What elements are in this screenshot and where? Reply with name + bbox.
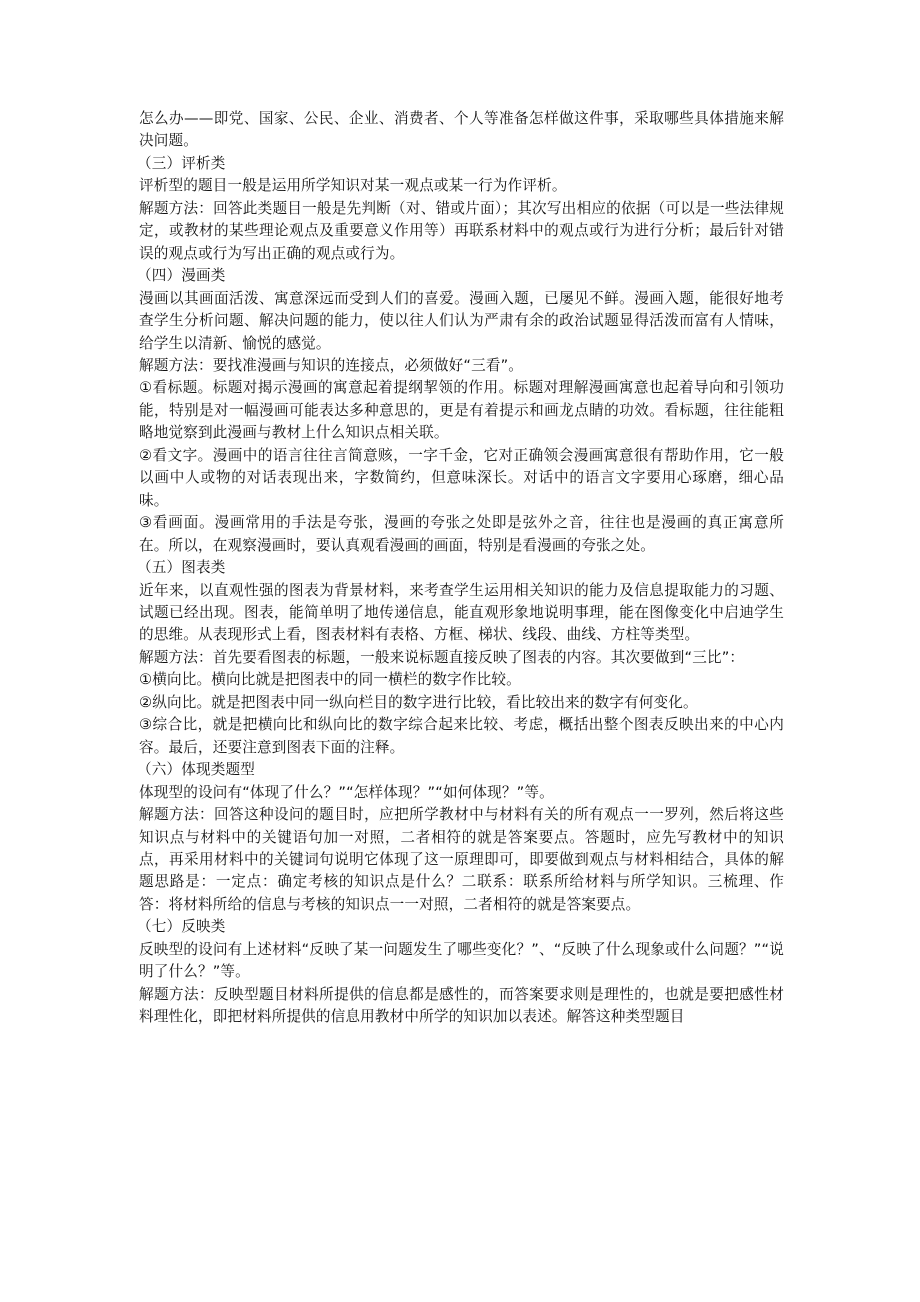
paragraph-chart-intro: 近年来，以直观性强的图表为背景材料，来考查学生运用相关知识的能力及信息提取能力的习题、试题已经出现。图表，能简单明了地传递信息，能直观形象地说明事理，能在图像变化中启迪学生的思维。从表现形式上看，图表材料有表格、方框、梯状、线段、曲线、方柱等类型。: [139, 581, 784, 644]
paragraph-chart-horizontal: ①横向比。横向比就是把图表中的同一横栏的数字作比较。: [139, 671, 521, 689]
paragraph-chart-method: 解题方法：首先要看图表的标题，一般来说标题直接反映了图表的内容。其次要做到“三比”：: [139, 648, 745, 666]
section-heading-reflection: （七）反映类: [137, 918, 226, 936]
paragraph-cartoon-text: ②看文字。漫画中的语言往往言简意赅，一字千金，它对正确领会漫画寓意很有帮助作用，它一般以画中人或物的对话表现出来，字数简约，但意味深长。对话中的语言文字要用心琢磨，细心品味。: [139, 446, 784, 509]
paragraph-cartoon-intro: 漫画以其画面活泼、寓意深远而受到人们的喜爱。漫画入题，已屡见不鲜。漫画入题，能很好地考查学生分析问题、解决问题的能力，使以往人们认为严肃有余的政治试题显得活泼而富有人情味，给学生以清新、愉悦的感觉。: [139, 289, 784, 352]
paragraph-reflection-questions: 反映型的设问有上述材料“反映了某一问题发生了哪些变化？”、“反映了什么现象或什么问题？”“说明了什么？”等。: [139, 940, 784, 981]
paragraph-embodiment-questions: 体现型的设问有“体现了什么？”“怎样体现？”“如何体现？”等。: [139, 783, 554, 801]
paragraph-cartoon-title: ①看标题。标题对揭示漫画的寓意起着提纲挈领的作用。标题对理解漫画寓意也起着导向和引领功能，特别是对一幅漫画可能表达多种意思的，更是有着提示和画龙点睛的功效。看标题，往往能粗略地觉察到此漫画与教材上什么知识点相关联。: [139, 379, 784, 442]
paragraph-reflection-method: 解题方法：反映型题目材料所提供的信息都是感性的，而答案要求则是理性的，也就是要把感性材料理性化，即把材料所提供的信息用教材中所学的知识加以表述。解答这种类型题目: [139, 985, 784, 1026]
paragraph-embodiment-method: 解题方法：回答这种设问的题目时，应把所学教材中与材料有关的所有观点一一罗列，然后将这些知识点与材料中的关键语句加一对照，二者相符的就是答案要点。答题时，应先写教材中的知识点，再采用材料中的关键词句说明它体现了这一原理即可，即要做到观点与材料相结合，具体的解题思路是：一定点：确定考核的知识点是什么？二联系：联系所给材料与所学知识。三梳理、作答：将材料所给的信息与考核的知识点一一对照，二者相符的就是答案要点。: [139, 806, 784, 913]
paragraph-cartoon-image: ③看画面。漫画常用的手法是夸张，漫画的夸张之处即是弦外之音，往往也是漫画的真正寓意所在。所以，在观察漫画时，要认真观看漫画的画面，特别是看漫画的夸张之处。: [139, 514, 784, 554]
paragraph-cartoon-method: 解题方法：要找准漫画与知识的连接点，必须做好“三看”。: [139, 356, 524, 374]
paragraph-chart-vertical: ②纵向比。就是把图表中同一纵向栏目的数字进行比较，看比较出来的数字有何变化。: [139, 693, 698, 711]
section-heading-embodiment: （六）体现类题型: [137, 761, 255, 779]
paragraph-evaluation-method: 解题方法：回答此类题目一般是先判断（对、错或片面）；其次写出相应的依据（可以是一些法律规定，或教材的某些理论观点及重要意义作用等）再联系材料中的观点或行为进行分析；最后针对错误的观点或行为写出正确的观点或行为。: [139, 199, 784, 262]
section-heading-chart: （五）图表类: [137, 559, 226, 577]
section-heading-cartoon: （四）漫画类: [137, 267, 226, 285]
paragraph-evaluation-definition: 评析型的题目一般是运用所学知识对某一观点或某一行为作评析。: [139, 177, 567, 195]
section-heading-evaluation: （三）评析类: [137, 154, 226, 172]
paragraph-countermeasure-tail: 怎么办——即党、国家、公民、企业、消费者、个人等准备怎样做这件事，采取哪些具体措施来解决问题。: [139, 110, 784, 150]
document-body: [139, 108, 784, 1029]
paragraph-chart-combined: ③综合比，就是把横向比和纵向比的数字综合起来比较、考虑，概括出整个图表反映出来的中心内容。最后，还要注意到图表下面的注释。: [139, 716, 784, 756]
